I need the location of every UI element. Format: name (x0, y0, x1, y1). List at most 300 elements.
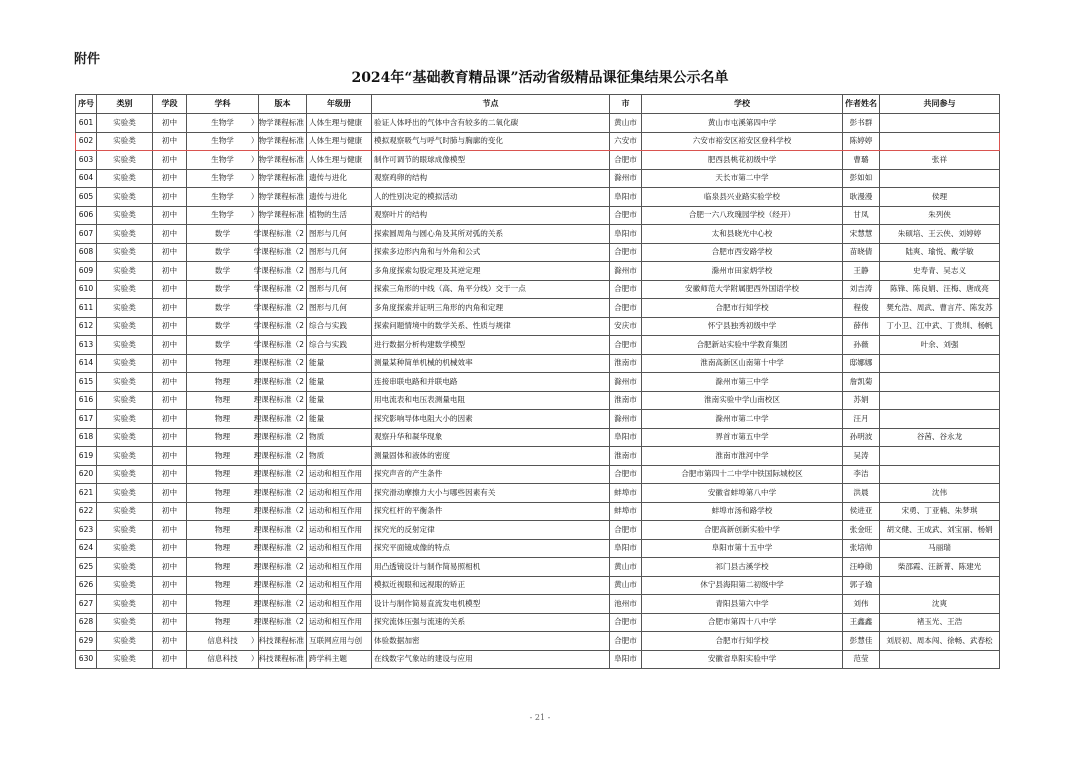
cell-no: 624 (76, 539, 97, 558)
cell-version: 学课程标准（2 (259, 336, 307, 355)
cell-author: 薛伟 (843, 317, 880, 336)
table-row (76, 299, 1000, 318)
cell-grade: 运动和相互作用 (307, 484, 372, 503)
cell-author: 刘伟 (843, 595, 880, 614)
cell-cat: 实验类 (97, 428, 153, 447)
cell-stage: 初中 (153, 243, 187, 262)
cell-cat: 实验类 (97, 484, 153, 503)
cell-team: 柴邵霞、汪新菁、陈建光 (880, 558, 1000, 577)
cell-author: 吴涛 (843, 447, 880, 466)
cell-team (880, 169, 1000, 188)
cell-school: 太和县晓光中心校 (642, 225, 843, 244)
cell-city: 淮南市 (610, 391, 642, 410)
cell-school: 阜阳市第十五中学 (642, 539, 843, 558)
cell-grade: 运动和相互作用 (307, 595, 372, 614)
cell-stage: 初中 (153, 539, 187, 558)
cell-node: 设计与制作简易直流发电机模型 (372, 595, 610, 614)
cell-version: 科技课程标准（ (259, 632, 307, 651)
cell-school: 天长市第二中学 (642, 169, 843, 188)
table-row (76, 465, 1000, 484)
cell-no: 629 (76, 632, 97, 651)
cell-city: 阜阳市 (610, 225, 642, 244)
cell-version: 理课程标准（2 (259, 465, 307, 484)
cell-no: 628 (76, 613, 97, 632)
cell-team: 丁小卫、江中武、丁贵圳、杨帆 (880, 317, 1000, 336)
cell-team (880, 650, 1000, 669)
table-row (76, 391, 1000, 410)
cell-school: 肥西县桃花初级中学 (642, 151, 843, 170)
cell-city: 蚌埠市 (610, 484, 642, 503)
cell-subject: 物理 (187, 521, 259, 540)
cell-cat: 实验类 (97, 243, 153, 262)
cell-no: 609 (76, 262, 97, 281)
cell-version: 学课程标准（2 (259, 317, 307, 336)
table-row (76, 595, 1000, 614)
cell-subject: 物理 (187, 539, 259, 558)
cell-stage: 初中 (153, 151, 187, 170)
table-row (76, 132, 1000, 151)
cell-grade: 物质 (307, 428, 372, 447)
cell-grade: 图形与几何 (307, 299, 372, 318)
cell-no: 605 (76, 188, 97, 207)
cell-author: 宋慧慧 (843, 225, 880, 244)
cell-stage: 初中 (153, 447, 187, 466)
cell-author: 程俊 (843, 299, 880, 318)
cell-stage: 初中 (153, 558, 187, 577)
cell-version: 理课程标准（2 (259, 539, 307, 558)
table-row (76, 114, 1000, 133)
cell-city: 六安市 (610, 132, 642, 151)
cell-version: 物学课程标准（ (259, 151, 307, 170)
cell-version: 物学课程标准（ (259, 114, 307, 133)
cell-cat: 实验类 (97, 169, 153, 188)
cell-subject: 物理 (187, 465, 259, 484)
cell-team: 胡文健、王成武、刘宝丽、杨娟 (880, 521, 1000, 540)
cell-node: 探索多边形内角和与外角和公式 (372, 243, 610, 262)
cell-author: 王鑫鑫 (843, 613, 880, 632)
cell-cat: 实验类 (97, 447, 153, 466)
column-header: 学段 (153, 95, 187, 114)
cell-team (880, 410, 1000, 429)
cell-school: 安徽省阜阳实验中学 (642, 650, 843, 669)
cell-cat: 实验类 (97, 576, 153, 595)
cell-grade: 图形与几何 (307, 225, 372, 244)
cell-version: 物学课程标准（ (259, 206, 307, 225)
cell-team: 陆爽、瑜悦、戴学敏 (880, 243, 1000, 262)
cell-no: 617 (76, 410, 97, 429)
cell-grade: 综合与实践 (307, 317, 372, 336)
cell-cat: 实验类 (97, 354, 153, 373)
cell-version: 理课程标准（2 (259, 521, 307, 540)
cell-team: 朱硕培、王云侠、刘婷婷 (880, 225, 1000, 244)
cell-school: 临泉县兴业路实验学校 (642, 188, 843, 207)
cell-stage: 初中 (153, 206, 187, 225)
cell-grade: 人体生理与健康 (307, 114, 372, 133)
cell-school: 界首市第五中学 (642, 428, 843, 447)
cell-grade: 图形与几何 (307, 262, 372, 281)
table-row (76, 428, 1000, 447)
cell-school: 合肥新站实验中学教育集团 (642, 336, 843, 355)
cell-cat: 实验类 (97, 465, 153, 484)
cell-grade: 图形与几何 (307, 280, 372, 299)
table-row (76, 650, 1000, 669)
cell-no: 622 (76, 502, 97, 521)
cell-author: 甘凤 (843, 206, 880, 225)
cell-city: 蚌埠市 (610, 502, 642, 521)
cell-grade: 人体生理与健康 (307, 132, 372, 151)
cell-city: 滁州市 (610, 410, 642, 429)
cell-version: 理课程标准（2 (259, 613, 307, 632)
cell-city: 淮南市 (610, 354, 642, 373)
cell-version: 学课程标准（2 (259, 280, 307, 299)
cell-subject: 物理 (187, 502, 259, 521)
cell-city: 阜阳市 (610, 188, 642, 207)
cell-grade: 遗传与进化 (307, 169, 372, 188)
cell-author: 张培帅 (843, 539, 880, 558)
cell-node: 多角度探索并证明三角形的内角和定理 (372, 299, 610, 318)
cell-author: 王静 (843, 262, 880, 281)
cell-stage: 初中 (153, 262, 187, 281)
cell-school: 合肥市行知学校 (642, 299, 843, 318)
cell-subject: 物理 (187, 576, 259, 595)
cell-stage: 初中 (153, 410, 187, 429)
cell-subject: 物理 (187, 558, 259, 577)
cell-no: 619 (76, 447, 97, 466)
cell-stage: 初中 (153, 465, 187, 484)
cell-stage: 初中 (153, 354, 187, 373)
cell-team: 张祥 (880, 151, 1000, 170)
cell-grade: 运动和相互作用 (307, 613, 372, 632)
cell-author: 汪月 (843, 410, 880, 429)
cell-team: 刘辰初、周本闯、徐畅、武春松 (880, 632, 1000, 651)
cell-node: 连接串联电路和并联电路 (372, 373, 610, 392)
table-row (76, 169, 1000, 188)
table-header-row (76, 95, 1000, 114)
cell-stage: 初中 (153, 317, 187, 336)
cell-stage: 初中 (153, 650, 187, 669)
cell-subject: 物理 (187, 595, 259, 614)
cell-city: 合肥市 (610, 243, 642, 262)
cell-city: 池州市 (610, 595, 642, 614)
cell-stage: 初中 (153, 521, 187, 540)
cell-subject: 生物学 (187, 114, 259, 133)
cell-no: 610 (76, 280, 97, 299)
cell-version: 理课程标准（2 (259, 354, 307, 373)
cell-team (880, 391, 1000, 410)
cell-node: 验证人体呼出的气体中含有较多的二氧化碳 (372, 114, 610, 133)
table-row (76, 576, 1000, 595)
cell-version: 理课程标准（2 (259, 410, 307, 429)
table-row (76, 188, 1000, 207)
cell-city: 合肥市 (610, 151, 642, 170)
cell-subject: 信息科技 (187, 632, 259, 651)
page-number: - 21 - (529, 713, 551, 722)
column-header: 序号 (76, 95, 97, 114)
table-row (76, 558, 1000, 577)
cell-cat: 实验类 (97, 225, 153, 244)
cell-school: 蚌埠市汤和路学校 (642, 502, 843, 521)
cell-grade: 遗传与进化 (307, 188, 372, 207)
cell-version: 科技课程标准（ (259, 650, 307, 669)
table-row (76, 262, 1000, 281)
cell-team (880, 373, 1000, 392)
table-row (76, 225, 1000, 244)
cell-grade: 能量 (307, 391, 372, 410)
cell-no: 611 (76, 299, 97, 318)
cell-node: 制作可调节的眼球成像模型 (372, 151, 610, 170)
cell-node: 探究滑动摩擦力大小与哪些因素有关 (372, 484, 610, 503)
cell-stage: 初中 (153, 373, 187, 392)
cell-stage: 初中 (153, 632, 187, 651)
results-table (75, 94, 1000, 669)
cell-grade: 综合与实践 (307, 336, 372, 355)
table-row (76, 373, 1000, 392)
cell-stage: 初中 (153, 613, 187, 632)
cell-author: 苗晓倩 (843, 243, 880, 262)
table-row (76, 280, 1000, 299)
cell-subject: 数学 (187, 280, 259, 299)
cell-version: 理课程标准（2 (259, 484, 307, 503)
cell-author: 彭如如 (843, 169, 880, 188)
cell-node: 探究平面镜成像的特点 (372, 539, 610, 558)
cell-stage: 初中 (153, 336, 187, 355)
cell-subject: 生物学 (187, 206, 259, 225)
cell-grade: 能量 (307, 410, 372, 429)
cell-cat: 实验类 (97, 188, 153, 207)
cell-node: 多角度探索勾股定理及其逆定理 (372, 262, 610, 281)
cell-city: 阜阳市 (610, 650, 642, 669)
cell-node: 观察鸡卵的结构 (372, 169, 610, 188)
cell-author: 孙明波 (843, 428, 880, 447)
cell-no: 613 (76, 336, 97, 355)
cell-school: 合肥一六八玫瑰园学校（经开） (642, 206, 843, 225)
cell-school: 怀宁县独秀初级中学 (642, 317, 843, 336)
column-header: 学科 (187, 95, 259, 114)
cell-grade: 人体生理与健康 (307, 151, 372, 170)
cell-city: 淮南市 (610, 447, 642, 466)
cell-team (880, 354, 1000, 373)
cell-city: 合肥市 (610, 521, 642, 540)
cell-subject: 数学 (187, 299, 259, 318)
cell-city: 合肥市 (610, 299, 642, 318)
cell-author: 邸娜娜 (843, 354, 880, 373)
cell-node: 人的性别决定的模拟活动 (372, 188, 610, 207)
cell-team (880, 132, 1000, 151)
cell-team: 樊允浩、周武、曹言芹、陈发苏 (880, 299, 1000, 318)
cell-team (880, 447, 1000, 466)
table-row (76, 502, 1000, 521)
cell-subject: 生物学 (187, 132, 259, 151)
cell-school: 淮南市淮河中学 (642, 447, 843, 466)
cell-school: 六安市裕安区裕安区登科学校 (642, 132, 843, 151)
column-header: 版本 (259, 95, 307, 114)
table-row (76, 317, 1000, 336)
cell-author: 范莹 (843, 650, 880, 669)
cell-grade: 跨学科主题 (307, 650, 372, 669)
table-row (76, 484, 1000, 503)
cell-city: 合肥市 (610, 206, 642, 225)
cell-no: 621 (76, 484, 97, 503)
cell-team: 朱列侠 (880, 206, 1000, 225)
cell-cat: 实验类 (97, 132, 153, 151)
cell-author: 孙薇 (843, 336, 880, 355)
cell-no: 616 (76, 391, 97, 410)
cell-node: 探究杠杆的平衡条件 (372, 502, 610, 521)
cell-subject: 生物学 (187, 151, 259, 170)
cell-node: 探究声音的产生条件 (372, 465, 610, 484)
cell-school: 滁州市田家炳学校 (642, 262, 843, 281)
cell-subject: 物理 (187, 391, 259, 410)
table-row (76, 539, 1000, 558)
cell-version: 物学课程标准（ (259, 188, 307, 207)
cell-stage: 初中 (153, 114, 187, 133)
cell-no: 615 (76, 373, 97, 392)
cell-city: 阜阳市 (610, 428, 642, 447)
column-header: 共同参与 (880, 95, 1000, 114)
cell-version: 理课程标准（2 (259, 595, 307, 614)
table-row (76, 410, 1000, 429)
cell-school: 安徽师范大学附属肥西外国语学校 (642, 280, 843, 299)
cell-school: 合肥高新创新实验中学 (642, 521, 843, 540)
cell-stage: 初中 (153, 576, 187, 595)
cell-no: 618 (76, 428, 97, 447)
table-row (76, 354, 1000, 373)
cell-school: 祁门县古溪学校 (642, 558, 843, 577)
column-header: 年级册 (307, 95, 372, 114)
cell-subject: 信息科技 (187, 650, 259, 669)
cell-node: 用电流表和电压表测量电阻 (372, 391, 610, 410)
cell-city: 合肥市 (610, 465, 642, 484)
cell-grade: 植物的生活 (307, 206, 372, 225)
cell-author: 李洁 (843, 465, 880, 484)
cell-stage: 初中 (153, 428, 187, 447)
cell-city: 黄山市 (610, 576, 642, 595)
cell-cat: 实验类 (97, 373, 153, 392)
cell-subject: 数学 (187, 262, 259, 281)
cell-subject: 生物学 (187, 169, 259, 188)
cell-no: 603 (76, 151, 97, 170)
cell-node: 用凸透镜设计与制作简易照相机 (372, 558, 610, 577)
cell-no: 630 (76, 650, 97, 669)
cell-stage: 初中 (153, 391, 187, 410)
cell-school: 青阳县第六中学 (642, 595, 843, 614)
cell-school: 合肥市行知学校 (642, 632, 843, 651)
table-row (76, 521, 1000, 540)
cell-no: 623 (76, 521, 97, 540)
cell-version: 理课程标准（2 (259, 373, 307, 392)
cell-school: 滁州市第二中学 (642, 410, 843, 429)
column-header: 类别 (97, 95, 153, 114)
cell-version: 理课程标准（2 (259, 428, 307, 447)
cell-subject: 物理 (187, 354, 259, 373)
cell-team (880, 114, 1000, 133)
cell-school: 淮南实验中学山南校区 (642, 391, 843, 410)
cell-team: 谷茜、谷永龙 (880, 428, 1000, 447)
cell-grade: 物质 (307, 447, 372, 466)
column-header: 作者姓名 (843, 95, 880, 114)
cell-cat: 实验类 (97, 206, 153, 225)
cell-no: 612 (76, 317, 97, 336)
cell-author: 苏娟 (843, 391, 880, 410)
cell-grade: 运动和相互作用 (307, 502, 372, 521)
cell-grade: 运动和相互作用 (307, 539, 372, 558)
table-row (76, 613, 1000, 632)
cell-cat: 实验类 (97, 391, 153, 410)
cell-cat: 实验类 (97, 558, 153, 577)
cell-city: 滁州市 (610, 262, 642, 281)
cell-cat: 实验类 (97, 114, 153, 133)
cell-node: 模拟近视眼和远视眼的矫正 (372, 576, 610, 595)
cell-node: 探索三角形的中线（高、角平分线）交于一点 (372, 280, 610, 299)
cell-stage: 初中 (153, 502, 187, 521)
cell-cat: 实验类 (97, 502, 153, 521)
cell-version: 学课程标准（2 (259, 299, 307, 318)
cell-node: 测量固体和液体的密度 (372, 447, 610, 466)
cell-cat: 实验类 (97, 262, 153, 281)
cell-no: 620 (76, 465, 97, 484)
cell-stage: 初中 (153, 595, 187, 614)
cell-cat: 实验类 (97, 410, 153, 429)
cell-subject: 物理 (187, 613, 259, 632)
cell-no: 604 (76, 169, 97, 188)
column-header: 市 (610, 95, 642, 114)
cell-node: 探究流体压强与流速的关系 (372, 613, 610, 632)
cell-team (880, 465, 1000, 484)
cell-author: 洪晨 (843, 484, 880, 503)
table-body (76, 114, 1000, 669)
cell-node: 模拟观察吸气与呼气时肺与胸廓的变化 (372, 132, 610, 151)
cell-school: 合肥市第四十八中学 (642, 613, 843, 632)
cell-no: 606 (76, 206, 97, 225)
cell-author: 耿漫漫 (843, 188, 880, 207)
cell-city: 合肥市 (610, 336, 642, 355)
cell-team: 陈锋、陈良娟、汪梅、唐成亮 (880, 280, 1000, 299)
cell-node: 体验数据加密 (372, 632, 610, 651)
cell-city: 滁州市 (610, 373, 642, 392)
cell-subject: 物理 (187, 447, 259, 466)
cell-team: 沈爽 (880, 595, 1000, 614)
cell-version: 学课程标准（2 (259, 243, 307, 262)
cell-subject: 数学 (187, 336, 259, 355)
cell-node: 探究影响导体电阻大小的因素 (372, 410, 610, 429)
cell-stage: 初中 (153, 280, 187, 299)
table-row (76, 151, 1000, 170)
cell-city: 合肥市 (610, 280, 642, 299)
cell-node: 探索圆周角与圆心角及其所对弧的关系 (372, 225, 610, 244)
cell-stage: 初中 (153, 132, 187, 151)
cell-author: 郭子瑜 (843, 576, 880, 595)
cell-version: 学课程标准（2 (259, 262, 307, 281)
cell-school: 安徽省蚌埠第八中学 (642, 484, 843, 503)
table-row (76, 243, 1000, 262)
cell-author: 曹璐 (843, 151, 880, 170)
cell-node: 观察升华和凝华现象 (372, 428, 610, 447)
cell-version: 理课程标准（2 (259, 391, 307, 410)
cell-author: 詹凯菊 (843, 373, 880, 392)
cell-school: 合肥市西安路学校 (642, 243, 843, 262)
cell-stage: 初中 (153, 188, 187, 207)
cell-team: 宋勇、丁亚楠、朱梦琪 (880, 502, 1000, 521)
cell-city: 安庆市 (610, 317, 642, 336)
cell-node: 探究光的反射定律 (372, 521, 610, 540)
cell-school: 休宁县海阳第二初级中学 (642, 576, 843, 595)
cell-cat: 实验类 (97, 595, 153, 614)
table-row (76, 206, 1000, 225)
cell-no: 627 (76, 595, 97, 614)
cell-author: 彭慧佳 (843, 632, 880, 651)
cell-cat: 实验类 (97, 280, 153, 299)
cell-stage: 初中 (153, 299, 187, 318)
